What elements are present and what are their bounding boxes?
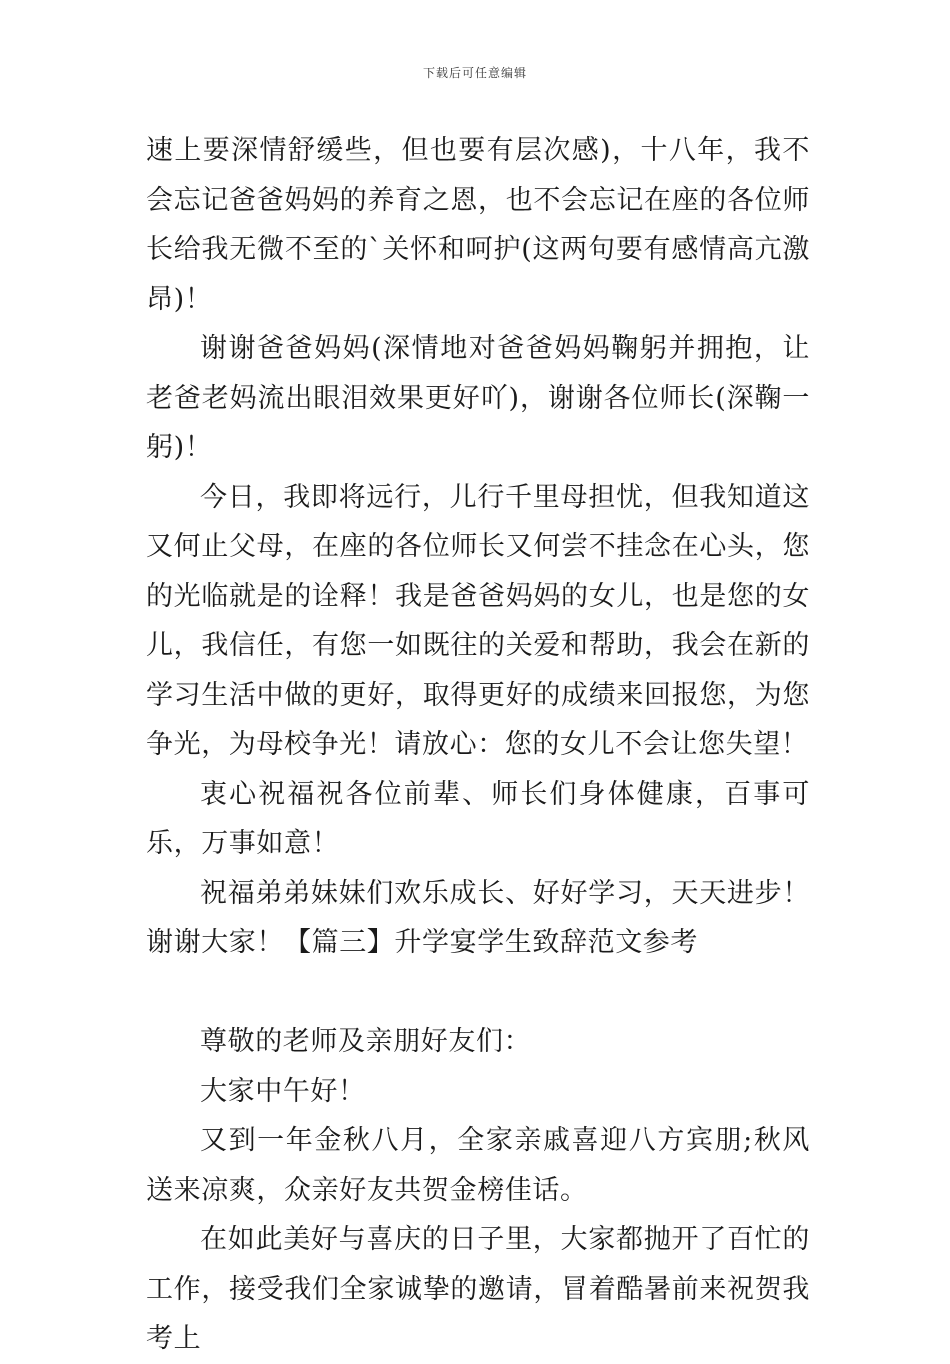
- paragraph-3: 今日，我即将远行，儿行千里母担忧，但我知道这又何止父母，在座的各位师长又何尝不挂念在心头，您的光临就是的诠释！我是爸爸妈妈的女儿，也是您的女儿，我信任，有您一如既往的关爱和帮助，我会在新的学习生活中做的更好，取得更好的成绩来回报您，为您争光，为母校争光！请放心：您的女儿不会让您失望！: [146, 481, 810, 760]
- paragraph-4: 衷心祝福祝各位前辈、师长们身体健康，百事可乐，万事如意！: [146, 778, 810, 859]
- document-body: [146, 126, 810, 1364]
- greeting: 大家中午好！: [200, 1075, 366, 1107]
- paragraph-5: 祝福弟弟妹妹们欢乐成长、好好学习，天天进步！谢谢大家！【篇三】升学宴学生致辞范文参考: [146, 877, 810, 958]
- paragraph-2: 谢谢爸爸妈妈(深情地对爸爸妈妈鞠躬并拥抱，让老爸老妈流出眼泪效果更好吖)，谢谢各位师长(深鞠一躬)！: [146, 333, 810, 463]
- section-gap: [146, 968, 810, 1018]
- paragraph-1: 速上要深情舒缓些，但也要有层次感)，十八年，我不会忘记爸爸妈妈的养育之恩，也不会忘记在座的各位师长给我无微不至的`关怀和呵护(这两句要有感情高亢激昂)！: [146, 135, 810, 315]
- page-header: 下载后可任意编辑: [422, 66, 527, 80]
- paragraph-7: 在如此美好与喜庆的日子里，大家都抛开了百忙的工作，接受我们全家诚挚的邀请，冒着酷暑前来祝贺我考上: [146, 1224, 810, 1354]
- salutation: 尊敬的老师及亲朋好友们：: [200, 1026, 532, 1057]
- paragraph-6: 又到一年金秋八月，全家亲戚喜迎八方宾朋;秋风送来凉爽，众亲好友共贺金榜佳话。: [146, 1125, 810, 1206]
